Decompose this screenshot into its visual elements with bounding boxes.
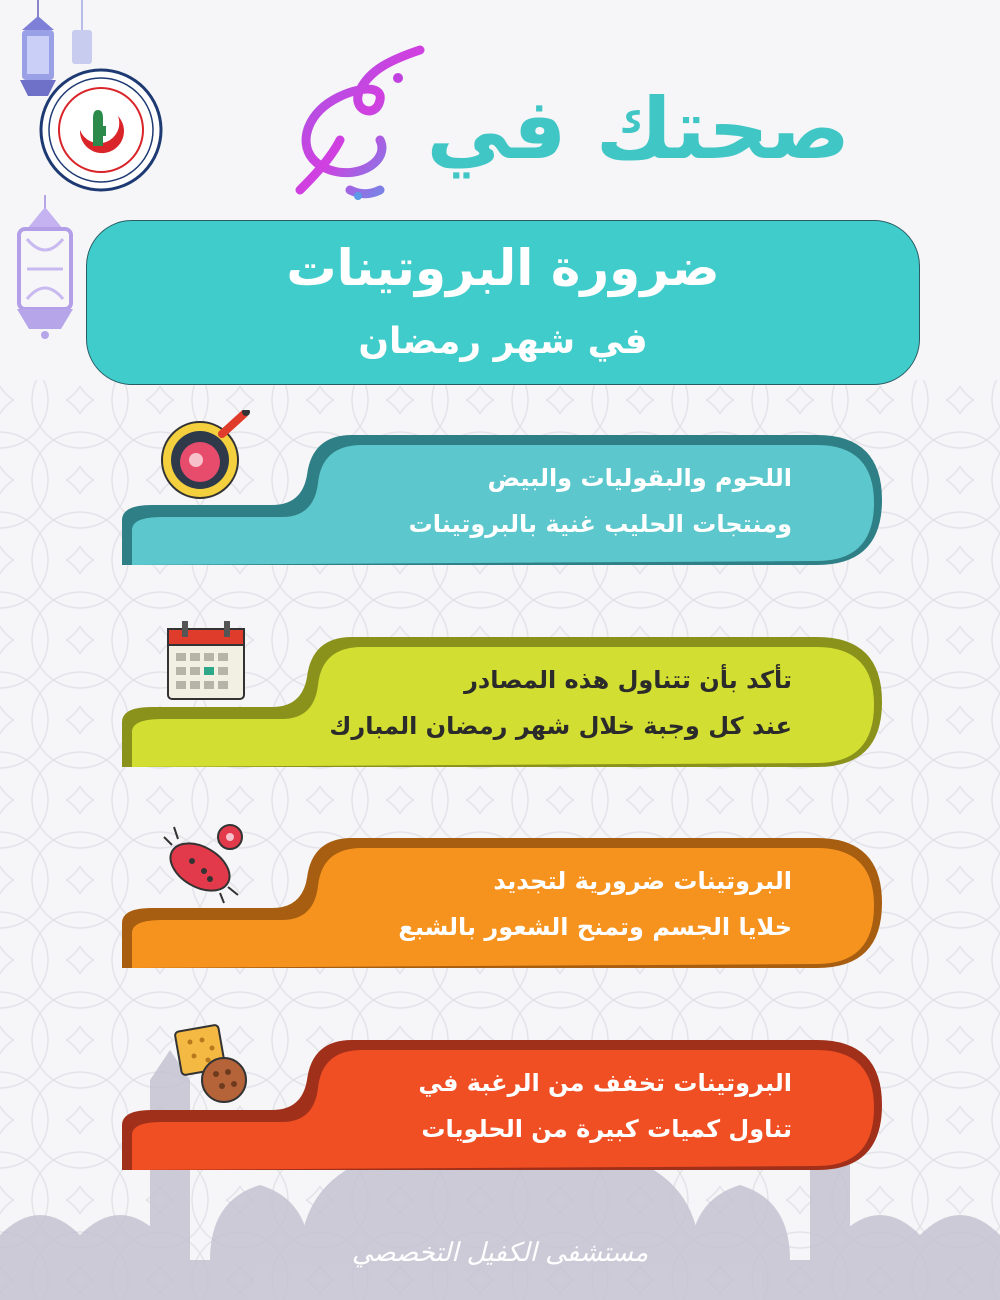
calendar-icon (160, 615, 252, 707)
band-text (292, 858, 792, 950)
hospital-logo (38, 60, 164, 200)
band-text (292, 657, 792, 749)
footer-signature: مستشفى الكفيل التخصصي (351, 1238, 649, 1268)
band-line-1: البروتينات تخفف من الرغبة في (418, 1068, 792, 1097)
band-text (292, 455, 792, 547)
ramadan-calligraphy (280, 40, 430, 220)
title-group (270, 30, 850, 220)
band-line-2: خلايا الجسم وتمنح الشعور بالشبع (398, 912, 792, 941)
band-text (292, 1060, 792, 1152)
frying-pan-icon (158, 410, 250, 502)
band-line-1: اللحوم والبقوليات والبيض (487, 463, 792, 492)
bacteria-icon (158, 815, 250, 907)
band-line-1: تأكد بأن تتناول هذه المصادر (464, 665, 792, 694)
band-line-2: عند كل وجبة خلال شهر رمضان المبارك (329, 711, 792, 740)
band-line-1: البروتينات ضرورية لتجديد (493, 866, 792, 895)
header-title: ضرورة البروتينات (286, 239, 720, 297)
page-title: صحتك في (426, 80, 850, 178)
cookies-icon (166, 1018, 258, 1110)
lantern-mid-icon (5, 195, 85, 340)
header-banner (86, 220, 920, 385)
header-subtitle: في شهر رمضان (358, 321, 648, 362)
band-line-2: ومنتجات الحليب غنية بالبروتينات (408, 509, 792, 538)
band-line-2: تناول كميات كبيرة من الحلويات (421, 1114, 792, 1143)
